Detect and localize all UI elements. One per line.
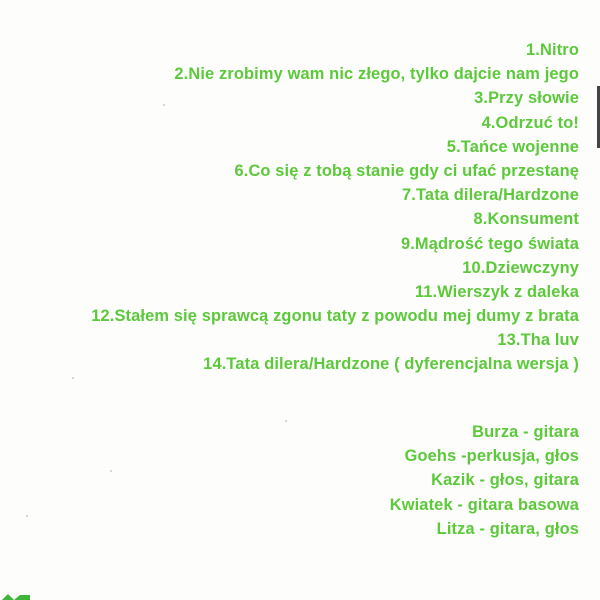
track-item: 14.Tata dilera/Hardzone ( dyferencjalna wersja ) [203, 355, 579, 374]
tracklist [91, 38, 579, 377]
credit-item: Burza - gitara [472, 423, 579, 441]
track-item: 8.Konsument [473, 210, 579, 229]
credit-item: Kazik - głos, gitara [431, 471, 579, 490]
track-item: 1.Nitro [526, 41, 579, 59]
track-item: 11.Wierszyk z daleka [414, 282, 579, 301]
band-credits [390, 420, 579, 541]
corner-logo-fragment [0, 591, 40, 600]
credit-item: Goehs -perkusja, głos [404, 447, 579, 466]
track-item: 12.Stałem się sprawcą zgonu taty z powodu mej dumy z brata [91, 307, 579, 326]
scan-speck [110, 470, 112, 472]
track-item: 9.Mądrość tego świata [400, 234, 579, 253]
scan-speck [285, 420, 287, 422]
track-item: 13.Tha luv [497, 331, 579, 350]
track-item: 10.Dziewczyny [462, 258, 579, 277]
scan-speck [72, 377, 74, 379]
corner-logo-shape [14, 595, 30, 600]
track-item: 4.Odrzuć to! [481, 113, 579, 132]
corner-logo-shape [2, 594, 14, 600]
credit-item: Kwiatek - gitara basowa [389, 495, 579, 514]
track-item: 2.Nie zrobimy wam nic złego, tylko dajcie nam jego [174, 65, 579, 84]
scan-speck [26, 515, 28, 517]
scan-speck [163, 104, 165, 106]
track-item: 6.Co się z tobą stanie gdy ci ufać przestanę [234, 161, 579, 180]
track-item: 5.Tańce wojenne [446, 137, 579, 156]
track-item: 3.Przy słowie [474, 89, 579, 108]
credit-item: Litza - gitara, głos [436, 519, 579, 538]
track-item: 7.Tata dilera/Hardzone [402, 186, 579, 205]
